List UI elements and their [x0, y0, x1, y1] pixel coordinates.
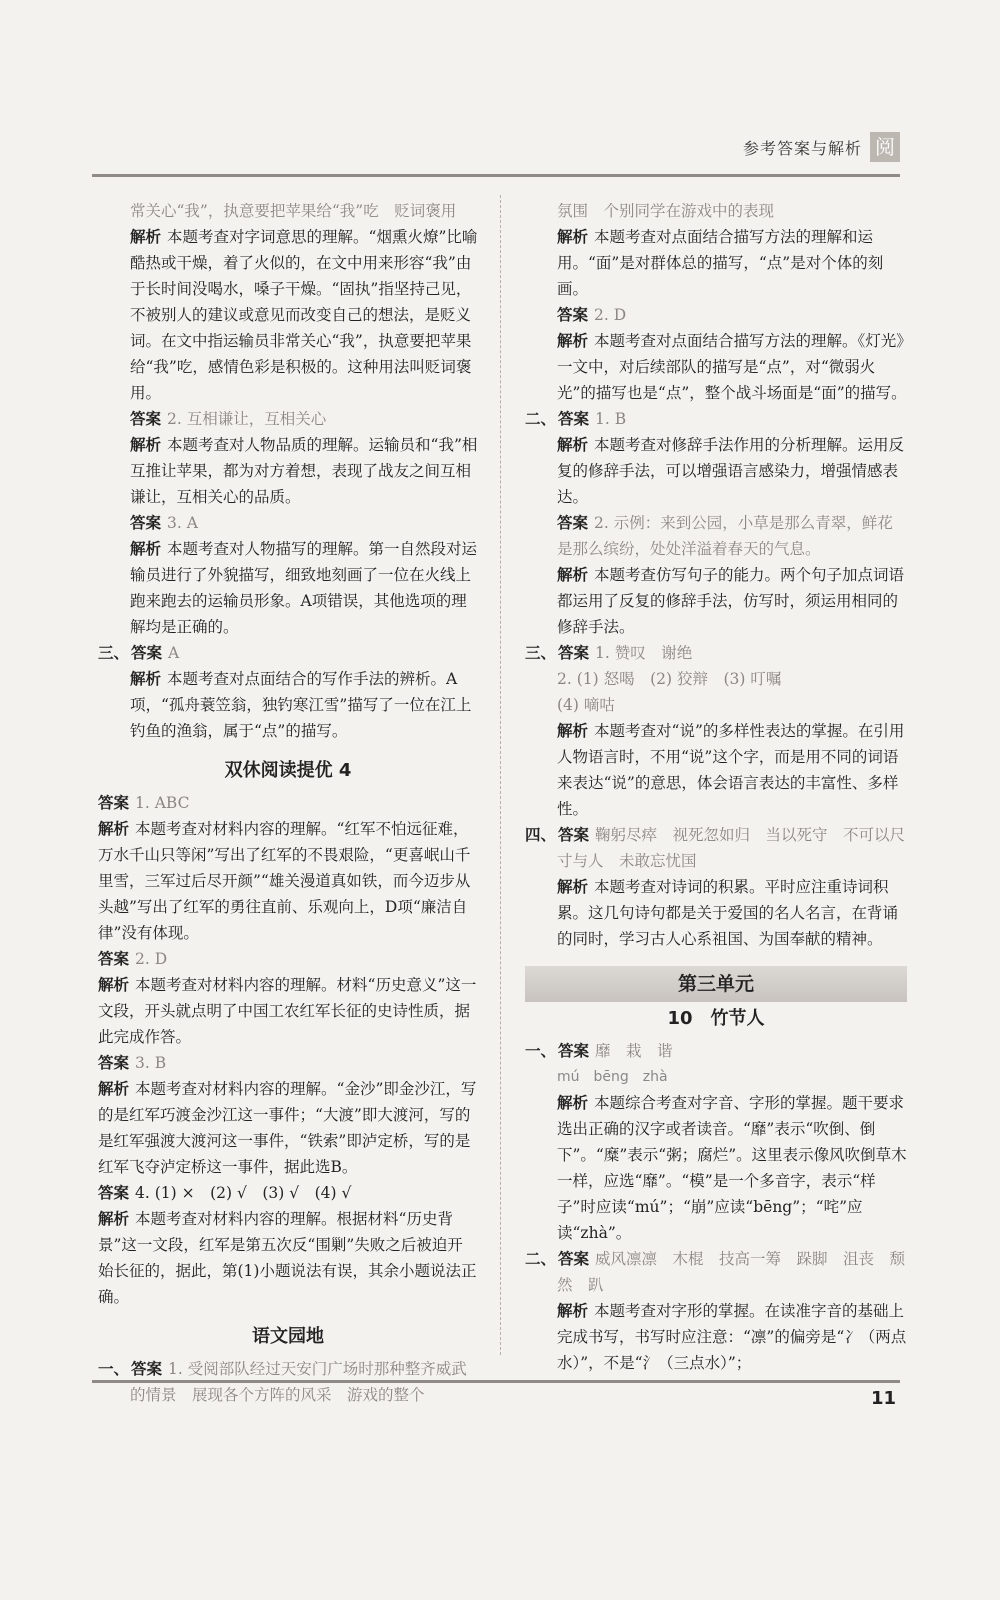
analysis-text: 本题考查对材料内容的理解。“金沙”即金沙江，写的是红军巧渡金沙江这一事件；“大渡”即大渡河，写的是红军强渡大渡河这一事件，“铁索”即泸定桥，写的是红军飞夺泸定桥这一事件，据此选B。 [98, 1080, 477, 1176]
analysis-text: 本题考查对修辞手法作用的分析理解。运用反复的修辞手法，可以增强语言感染力，增强情感表达。 [557, 436, 905, 506]
analysis-block [525, 1090, 907, 1246]
analysis-text: 本题考查对人物品质的理解。运输员和“我”相互推让苹果，都为对方着想，表现了战友之间互相谦让，互相关心的品质。 [130, 436, 478, 506]
text-block [98, 198, 478, 224]
answer-block [525, 1038, 907, 1064]
analysis-label: 解析 [557, 332, 589, 350]
analysis-text: 本题考查对材料内容的理解。根据材料“历史背景”这一文段，红军是第五次反“围剿”失败之后被迫开始长征的，据此，第(1)小题说法有误，其余小题说法正确。 [98, 1210, 477, 1306]
answer-text: A [168, 644, 180, 662]
answer-text: 常关心“我”，执意要把苹果给“我”吃 贬词褒用 [130, 202, 457, 220]
analysis-text: 本题考查对字词意思的理解。“烟熏火燎”比喻酷热或干燥，着了火似的，在文中用来形容“我”由于长时间没喝水，嗓子干燥。“固执”指坚持己见，不被别人的建议或意见而改变自己的想法，是贬义词。在文中指运输员非常关心“我”，执意要把苹果给“我”吃，感情色彩是积极的。这种用法叫贬词褒用。 [130, 228, 478, 402]
answer-block [525, 302, 907, 328]
lesson-title: 10 竹节人 [667, 1008, 765, 1029]
answer-block [525, 640, 907, 666]
answer-text: 1. ABC [135, 794, 190, 812]
answer-block [98, 510, 478, 536]
answer-block [98, 1180, 478, 1206]
unit-banner: 第三单元 [525, 966, 907, 1002]
analysis-block [98, 666, 478, 744]
analysis-block [525, 224, 907, 302]
answer-text: 3. A [167, 514, 198, 532]
analysis-text: 本题考查对诗词的积累。平时应注重诗词积累。这几句诗句都是关于爱国的名人名言，在背诵的同时，学习古人心系祖国、为国奉献的精神。 [557, 878, 899, 948]
answer-label: 答案 [558, 1250, 590, 1268]
analysis-label: 解析 [130, 228, 162, 246]
answer-text: 4. (1) × (2) √ (3) √ (4) √ [135, 1184, 352, 1202]
analysis-text: 本题考查对点面结合描写方法的理解。《灯光》一文中，对后续部队的描写是“点”，对“微弱火光”的描写也是“点”，整个战斗场面是“面”的描写。 [557, 332, 907, 402]
answer-text: 2. 示例：来到公园，小草是那么青翠，鲜花是那么缤纷，处处洋溢着春天的气息。 [557, 514, 893, 558]
answer-text: 威风凛凛 木棍 技高一筹 跺脚 沮丧 颓然 趴 [557, 1250, 906, 1294]
answer-label: 答案 [98, 950, 130, 968]
analysis-block [98, 1076, 478, 1180]
answer-label: 答案 [130, 410, 162, 428]
answer-label: 答案 [557, 306, 589, 324]
answer-text: 靡 栽 谐 [595, 1042, 673, 1060]
analysis-text: 本题考查对“说”的多样性表达的掌握。在引用人物语言时，不用“说”这个字，而是用不同的词语来表达“说”的意思，体会语言表达的丰富性、多样性。 [557, 722, 905, 818]
analysis-text: 本题考查仿写句子的能力。两个句子加点词语都运用了反复的修辞手法，仿写时，须运用相同的修辞手法。 [557, 566, 905, 636]
left-column [98, 198, 478, 1408]
analysis-block [98, 1206, 478, 1310]
analysis-block [98, 432, 478, 510]
answer-block [98, 406, 478, 432]
analysis-block [98, 816, 478, 946]
answer-text: 2. D [135, 950, 168, 968]
answer-text: 2. D [594, 306, 627, 324]
analysis-text: 本题综合考查对字音、字形的掌握。题干要求选出正确的汉字或者读音。“靡”表示“吹倒、倒下”。“糜”表示“粥；腐烂”。这里表示像风吹倒草木一样，应选“靡”。“模”是一个多音字，表示“样子”时应读“mú”；“崩”应读“bēng”；“咤”应读“zhà”。 [557, 1094, 907, 1242]
analysis-label: 解析 [130, 670, 162, 688]
analysis-label: 解析 [557, 566, 589, 584]
header-stamp-icon: 阅 [870, 132, 900, 162]
answer-block [525, 510, 907, 562]
answer-block [98, 1050, 478, 1076]
text-block [525, 198, 907, 224]
answer-text: 1. 赞叹 谢绝 [595, 644, 693, 662]
answer-text: 氛围 个别同学在游戏中的表现 [557, 202, 775, 220]
pinyin-line: mú bēng zhà [557, 1069, 668, 1085]
answer-text: 1. 受阅部队经过天安门广场时那种整齐威武的情景 展现各个方阵的风采 游戏的整个 [130, 1360, 467, 1404]
answer-text: 鞠躬尽瘁 视死忽如归 当以死守 不可以尺寸与人 未敢忘忧国 [557, 826, 906, 870]
analysis-label: 解析 [557, 878, 589, 896]
analysis-block [98, 536, 478, 640]
section-number: 三、 [98, 644, 130, 662]
answer-line [525, 666, 907, 692]
answer-text: 1. B [595, 410, 627, 428]
answer-label: 答案 [558, 1042, 590, 1060]
analysis-text: 本题考查对材料内容的理解。“红军不怕远征难，万水千山只等闲”写出了红军的不畏艰险，“更喜岷山千里雪，三军过后尽开颜”“雄关漫道真如铁，而今迈步从头越”写出了红军的勇往直前、乐观向上，D项“廉洁自律”没有体现。 [98, 820, 471, 942]
answer-text: (4) 嘀咕 [557, 696, 615, 714]
answer-text: 2. 互相谦让，互相关心 [167, 410, 327, 428]
answer-block [98, 946, 478, 972]
section-number: 三、 [525, 644, 557, 662]
column-divider [500, 195, 501, 1355]
analysis-label: 解析 [130, 436, 162, 454]
answer-label: 答案 [98, 1184, 130, 1202]
answer-label: 答案 [98, 1054, 130, 1072]
analysis-label: 解析 [557, 436, 589, 454]
analysis-block [98, 972, 478, 1050]
answer-text: 3. B [135, 1054, 167, 1072]
analysis-label: 解析 [557, 1094, 589, 1112]
section-number: 二、 [525, 1250, 557, 1268]
answer-label: 答案 [130, 514, 162, 532]
answer-block [98, 790, 478, 816]
answer-line [525, 692, 907, 718]
answer-text: 2. (1) 怒喝 (2) 狡辩 (3) 叮嘱 [557, 670, 782, 688]
analysis-block [525, 718, 907, 822]
analysis-label: 解析 [130, 540, 162, 558]
footer-rule [92, 1380, 900, 1383]
answer-block [525, 406, 907, 432]
analysis-text: 本题考查对人物描写的理解。第一自然段对运输员进行了外貌描写，细致地刻画了一位在火线上跑来跑去的运输员形象。A项错误，其他选项的理解均是正确的。 [130, 540, 478, 636]
answer-label: 答案 [98, 794, 130, 812]
analysis-label: 解析 [98, 1210, 130, 1228]
analysis-label: 解析 [98, 820, 130, 838]
header-title: 参考答案与解析 [742, 139, 862, 158]
analysis-block [525, 874, 907, 952]
analysis-label: 解析 [98, 976, 130, 994]
answer-label: 答案 [557, 514, 589, 532]
analysis-text: 本题考查对点面结合描写方法的理解和运用。“面”是对群体总的描写，“点”是对个体的刻画。 [557, 228, 884, 298]
section-title: 双休阅读提优 4 [224, 760, 352, 781]
analysis-block [98, 224, 478, 406]
answer-block [98, 640, 478, 666]
section-number: 二、 [525, 410, 557, 428]
analysis-block [525, 328, 907, 406]
answer-label: 答案 [558, 410, 590, 428]
section-number: 一、 [98, 1360, 130, 1378]
answer-label: 答案 [558, 826, 590, 844]
analysis-text: 本题考查对点面结合的写作手法的辨析。A项，“孤舟蓑笠翁，独钓寒江雪”描写了一位在江上钓鱼的渔翁，属于“点”的描写。 [130, 670, 472, 740]
answer-label: 答案 [131, 1360, 163, 1378]
analysis-label: 解析 [557, 228, 589, 246]
right-column [525, 198, 907, 1376]
page-header [92, 132, 900, 177]
answer-label: 答案 [131, 644, 163, 662]
analysis-label: 解析 [557, 722, 589, 740]
answer-block [525, 1246, 907, 1298]
section-number: 一、 [525, 1042, 557, 1060]
analysis-text: 本题考查对字形的掌握。在读准字音的基础上完成书写，书写时应注意：“凛”的偏旁是“冫（两点水）”，不是“氵（三点水）”； [557, 1302, 907, 1372]
analysis-block [525, 1298, 907, 1376]
analysis-label: 解析 [98, 1080, 130, 1098]
section-title: 语文园地 [252, 1326, 324, 1347]
analysis-block [525, 432, 907, 510]
answer-block [525, 822, 907, 874]
analysis-block [525, 562, 907, 640]
analysis-text: 本题考查对材料内容的理解。材料“历史意义”这一文段，开头就点明了中国工农红军长征的史诗性质，据此完成作答。 [98, 976, 477, 1046]
page-number: 11 [870, 1388, 896, 1409]
section-number: 四、 [525, 826, 557, 844]
analysis-label: 解析 [557, 1302, 589, 1320]
answer-label: 答案 [558, 644, 590, 662]
